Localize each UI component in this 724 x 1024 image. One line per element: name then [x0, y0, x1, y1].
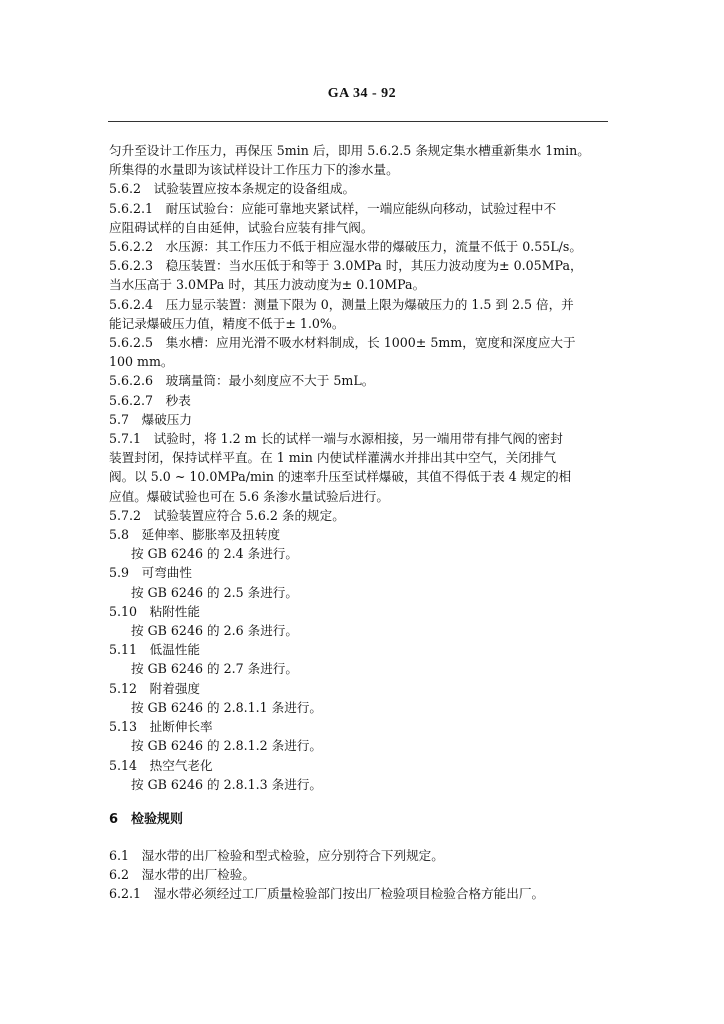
body-line: 应阻碍试样的自由延伸，试验台应装有排气阀。: [109, 219, 374, 235]
clause-6-2: 6.2 湿水带的出厂检验。: [109, 867, 255, 883]
section-5-7-title: 5.7 爆破压力: [109, 411, 192, 427]
clause-5-6-2-5: 5.6.2.5 集水槽：应用光滑不吸水材料制成，长 1000± 5mm，宽度和深度应大于: [109, 335, 576, 351]
section-5-14-body: 按 GB 6246 的 2.8.1.3 条进行。: [131, 776, 323, 792]
clause-5-6-2-7: 5.6.2.7 秒表: [109, 392, 191, 408]
section-5-13-title: 5.13 扯断伸长率: [109, 719, 213, 735]
clause-6-2-1: 6.2.1 湿水带必须经过工厂质量检验部门按出厂检验项目检验合格方能出厂。: [109, 886, 545, 902]
body-line: 所集得的水量即为该试样设计工作压力下的渗水量。: [109, 162, 399, 178]
section-5-10-body: 按 GB 6246 的 2.6 条进行。: [131, 623, 298, 639]
section-5-11-body: 按 GB 6246 的 2.7 条进行。: [131, 661, 298, 677]
section-5-11-title: 5.11 低温性能: [109, 642, 201, 658]
section-5-8-title: 5.8 延伸率、膨胀率及扭转度: [109, 527, 281, 543]
document-code-header: GA 34 - 92: [327, 86, 397, 101]
body-line: 装置封闭，保持试样平直。在 1 min 内使试样灌满水并排出其中空气，关闭排气: [109, 450, 557, 466]
body-line: 阀。以 5.0 ~ 10.0MPa/min 的速率升压至试样爆破，其值不得低于表 4 规定的相: [109, 469, 572, 485]
header-divider: [108, 121, 608, 122]
body-line: 应值。爆破试验也可在 5.6 条渗水量试验后进行。: [109, 488, 389, 504]
section-5-10-title: 5.10 粘附性能: [109, 603, 201, 619]
body-line: 当水压高于 3.0MPa 时，其压力波动度为± 0.10MPa。: [109, 277, 426, 293]
clause-5-7-1: 5.7.1 试验时，将 1.2 m 长的试样一端与水源相接，另一端用带有排气阀的密封: [109, 431, 563, 447]
body-line: 匀升至设计工作压力，再保压 5min 后，即用 5.6.2.5 条规定集水槽重新集水 1min。: [109, 143, 590, 158]
clause-5-6-2-4: 5.6.2.4 压力显示装置：测量下限为 0，测量上限为爆破压力的 1.5 到 2.5 倍，并: [109, 296, 574, 312]
clause-5-6-2-6: 5.6.2.6 玻璃量筒：最小刻度应不大于 5mL。: [109, 373, 375, 389]
section-5-9-title: 5.9 可弯曲性: [109, 565, 192, 581]
section-5-12-body: 按 GB 6246 的 2.8.1.1 条进行。: [131, 699, 323, 715]
clause-5-6-2: 5.6.2 试验装置应按本条规定的设备组成。: [109, 181, 356, 197]
document-body: [109, 141, 619, 904]
section-5-9-body: 按 GB 6246 的 2.5 条进行。: [131, 584, 298, 600]
body-line: 能记录爆破压力值，精度不低于± 1.0%。: [109, 315, 345, 331]
clause-5-6-2-3: 5.6.2.3 稳压装置：当水压低于和等于 3.0MPa 时，其压力波动度为± 0.05MPa，: [109, 258, 583, 274]
section-5-14-title: 5.14 热空气老化: [109, 757, 213, 773]
clause-5-7-2: 5.7.2 试验装置应符合 5.6.2 条的规定。: [109, 507, 345, 523]
body-line: 100 mm。: [109, 354, 174, 370]
section-5-8-body: 按 GB 6246 的 2.4 条进行。: [131, 546, 298, 562]
section-6-heading: 6 检验规则: [109, 811, 184, 827]
clause-5-6-2-1: 5.6.2.1 耐压试验台：应能可靠地夹紧试样，一端应能纵向移动，试验过程中不: [109, 200, 557, 216]
clause-5-6-2-2: 5.6.2.2 水压源：其工作压力不低于相应湿水带的爆破压力，流量不低于 0.55L/s。: [109, 239, 582, 255]
section-5-13-body: 按 GB 6246 的 2.8.1.2 条进行。: [131, 738, 323, 754]
clause-6-1: 6.1 湿水带的出厂检验和型式检验，应分别符合下列规定。: [109, 847, 444, 863]
section-5-12-title: 5.12 附着强度: [109, 680, 201, 696]
